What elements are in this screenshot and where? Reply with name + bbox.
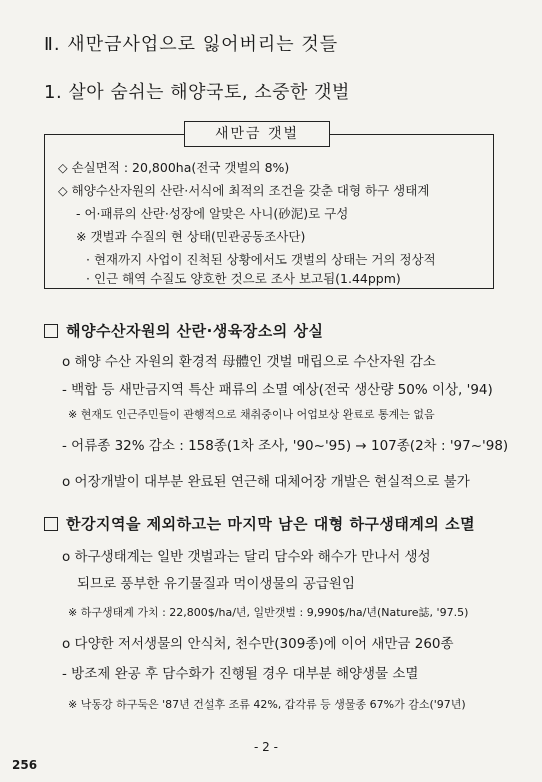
chapter-title: Ⅱ. 새만금사업으로 잃어버리는 것들: [44, 34, 339, 55]
page-marker: - 2 -: [254, 740, 278, 754]
heading-text: 해양수산자원의 산란·생육장소의 상실: [66, 322, 324, 340]
heading-estuary-loss: [44, 513, 475, 534]
bullet-line: - 방조제 완공 후 담수화가 진행될 경우 대부분 해양생물 소멸: [62, 666, 419, 682]
note-line: ※ 현재도 인근주민들이 관행적으로 채취중이나 어업보상 완료로 통계는 없음: [68, 408, 435, 421]
note-line: ※ 하구생태계 가치 : 22,800$/ha/년, 일반갯벌 : 9,990$/ha/년(Nature誌, '97.5): [68, 606, 469, 619]
box-line: - 어·패류의 산란·성장에 알맞은 사니(砂泥)로 구성: [76, 206, 349, 221]
bullet-line: o 하구생태계는 일반 갯벌과는 달리 담수와 해수가 만나서 생성: [62, 549, 431, 565]
box-line: ◇ 해양수산자원의 산란·서식에 최적의 조건을 갖춘 대형 하구 생태계: [58, 183, 430, 198]
section-title: 1. 살아 숨쉬는 해양국토, 소중한 갯벌: [44, 82, 350, 103]
checkbox-square-icon: [44, 517, 58, 531]
heading-text: 한강지역을 제외하고는 마지막 남은 대형 하구생태계의 소멸: [66, 515, 476, 533]
box-line: · 인근 해역 수질도 양호한 것으로 조사 보고됨(1.44ppm): [86, 271, 401, 286]
note-line: ※ 낙동강 하구둑은 '87년 건설후 조류 42%, 갑각류 등 생물종 67%가 감소('97년): [68, 698, 466, 711]
bullet-line: 되므로 풍부한 유기물질과 먹이생물의 공급원임: [77, 576, 355, 592]
bullet-line: - 어류종 32% 감소 : 158종(1차 조사, '90~'95) → 107종(2차 : '97~'98): [62, 438, 509, 454]
bullet-line: - 백합 등 새만금지역 특산 패류의 소멸 예상(전국 생산량 50% 이상, '94): [62, 382, 493, 398]
bullet-line: o 어장개발이 대부분 완료된 연근해 대체어장 개발은 현실적으로 불가: [62, 474, 470, 490]
page-number: 256: [12, 758, 38, 772]
heading-habitat-loss: [44, 320, 323, 341]
bullet-line: o 해양 수산 자원의 환경적 母體인 갯벌 매립으로 수산자원 감소: [62, 354, 436, 370]
box-line: ◇ 손실면적 : 20,800ha(전국 갯벌의 8%): [58, 160, 290, 175]
box-line: · 현재까지 사업이 진척된 상황에서도 갯벌의 상태는 거의 정상적: [86, 252, 436, 267]
box-line: ※ 갯벌과 수질의 현 상태(민관공동조사단): [76, 229, 306, 244]
bullet-line: o 다양한 저서생물의 안식처, 천수만(309종)에 이어 새만금 260종: [62, 636, 454, 652]
summary-box-title: 새만금 갯벌: [184, 121, 330, 147]
checkbox-square-icon: [44, 324, 58, 338]
